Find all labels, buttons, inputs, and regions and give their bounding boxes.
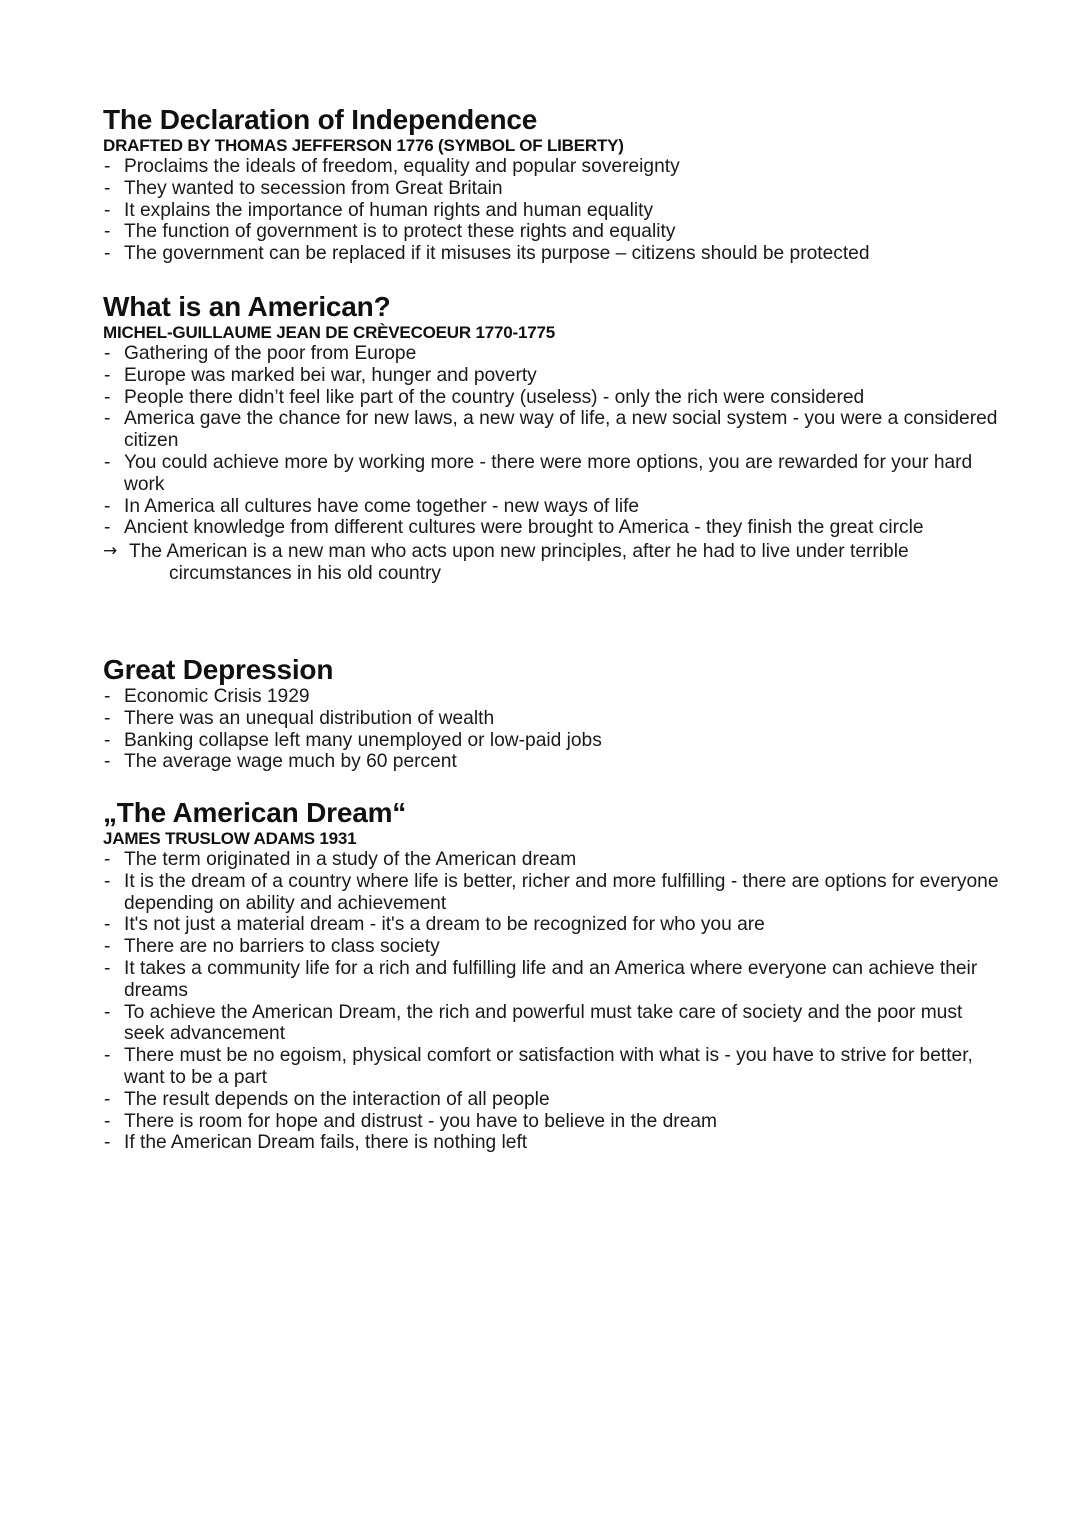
bullet-dash: - xyxy=(104,1132,111,1154)
bullet-dash: - xyxy=(104,686,111,707)
bullet-dash: - xyxy=(104,343,111,364)
list-item: - Ancient knowledge from different cultures were brought to America - they finish the great circle xyxy=(104,517,924,539)
list-item: - There must be no egoism, physical comfort or satisfaction with what is - you have to strive for better, want to be a part xyxy=(104,1045,973,1088)
bullet-list xyxy=(103,343,1003,539)
bullet-dash: - xyxy=(104,364,111,386)
list-item: - Gathering of the poor from Europe xyxy=(104,343,417,364)
bullet-list xyxy=(103,156,1003,265)
section-title: Great Depression xyxy=(103,654,334,685)
bullet-dash: - xyxy=(104,707,111,729)
bullet-dash: - xyxy=(104,408,111,430)
list-item: - There is room for hope and distrust - you have to believe in the dream xyxy=(104,1110,717,1132)
section-great-depression xyxy=(103,654,1003,773)
list-item: - The average wage much by 60 percent xyxy=(104,751,457,773)
list-item: - The government can be replaced if it misuses its purpose – citizens should be protected xyxy=(104,243,870,265)
list-item: - There are no barriers to class society xyxy=(104,936,440,958)
list-item: - Economic Crisis 1929 xyxy=(104,686,310,707)
list-item: - People there didn’t feel like part of the country (useless) - only the rich were considered xyxy=(104,386,865,408)
list-item: - Banking collapse left many unemployed or low-paid jobs xyxy=(104,729,602,751)
list-item: - The function of government is to protect these rights and equality xyxy=(104,221,676,243)
section-subtitle: DRAFTED BY THOMAS JEFFERSON 1776 (SYMBOL OF LIBERTY) xyxy=(103,136,624,155)
list-item: - The result depends on the interaction of all people xyxy=(104,1088,550,1110)
list-item: - America gave the chance for new laws, a new way of life, a new social system - you were a considered citizen xyxy=(104,408,998,452)
list-item: - To achieve the American Dream, the rich and powerful must take care of society and the poor must seek advancement xyxy=(104,1001,963,1045)
bullet-dash: - xyxy=(104,221,111,243)
list-item: - Proclaims the ideals of freedom, equality and popular sovereignty xyxy=(104,156,680,177)
conclusion-line: circumstances in his old country xyxy=(169,562,441,584)
list-item: - You could achieve more by working more - there were more options, you are rewarded for your hard work xyxy=(104,451,973,495)
bullet-dash: - xyxy=(104,386,111,408)
section-title: „The American Dream“ xyxy=(103,797,407,828)
bullet-list xyxy=(103,686,1003,773)
section-title: What is an American? xyxy=(103,291,391,322)
bullet-dash: - xyxy=(104,156,111,177)
bullet-list xyxy=(103,849,1003,1154)
conclusion-note xyxy=(103,541,1003,585)
list-item: - They wanted to secession from Great Britain xyxy=(104,177,503,199)
bullet-dash: - xyxy=(104,177,111,199)
section-american-dream xyxy=(103,797,1003,1154)
right-arrow-icon: → xyxy=(103,541,118,562)
list-item: - Europe was marked bei war, hunger and poverty xyxy=(104,364,537,386)
conclusion-line: The American is a new man who acts upon new principles, after he had to live under terrible xyxy=(129,541,909,563)
list-item: - It explains the importance of human rights and human equality xyxy=(104,199,654,221)
bullet-dash: - xyxy=(104,1045,111,1067)
section-declaration xyxy=(103,104,1003,265)
list-item: - In America all cultures have come together - new ways of life xyxy=(104,495,640,517)
section-what-is-american xyxy=(103,291,1003,585)
list-item: - It's not just a material dream - it's a dream to be recognized for who you are xyxy=(104,914,765,936)
section-title: The Declaration of Independence xyxy=(103,104,538,135)
bullet-dash: - xyxy=(104,870,111,892)
section-subtitle: MICHEL-GUILLAUME JEAN DE CRÈVECOEUR 1770-1775 xyxy=(103,323,555,342)
bullet-dash: - xyxy=(104,936,111,958)
list-item: - If the American Dream fails, there is nothing left xyxy=(104,1132,528,1154)
bullet-dash: - xyxy=(104,517,111,539)
bullet-dash: - xyxy=(104,751,111,773)
bullet-dash: - xyxy=(104,199,111,221)
bullet-dash: - xyxy=(104,495,111,517)
bullet-dash: - xyxy=(104,1001,111,1023)
list-item: - It is the dream of a country where life is better, richer and more fulfilling - there are options for everyone depending on ability and achievement xyxy=(104,870,999,914)
bullet-dash: - xyxy=(104,849,111,870)
list-item: - There was an unequal distribution of wealth xyxy=(104,707,495,729)
bullet-dash: - xyxy=(104,1088,111,1110)
list-item: - It takes a community life for a rich and fulfilling life and an America where everyone can achieve their dreams xyxy=(104,957,978,1001)
list-item: - The term originated in a study of the American dream xyxy=(104,849,577,870)
bullet-dash: - xyxy=(104,451,111,473)
bullet-dash: - xyxy=(104,914,111,936)
bullet-dash: - xyxy=(104,729,111,751)
bullet-dash: - xyxy=(104,243,111,265)
section-subtitle: JAMES TRUSLOW ADAMS 1931 xyxy=(103,829,357,848)
bullet-dash: - xyxy=(104,1110,111,1132)
bullet-dash: - xyxy=(104,957,111,979)
